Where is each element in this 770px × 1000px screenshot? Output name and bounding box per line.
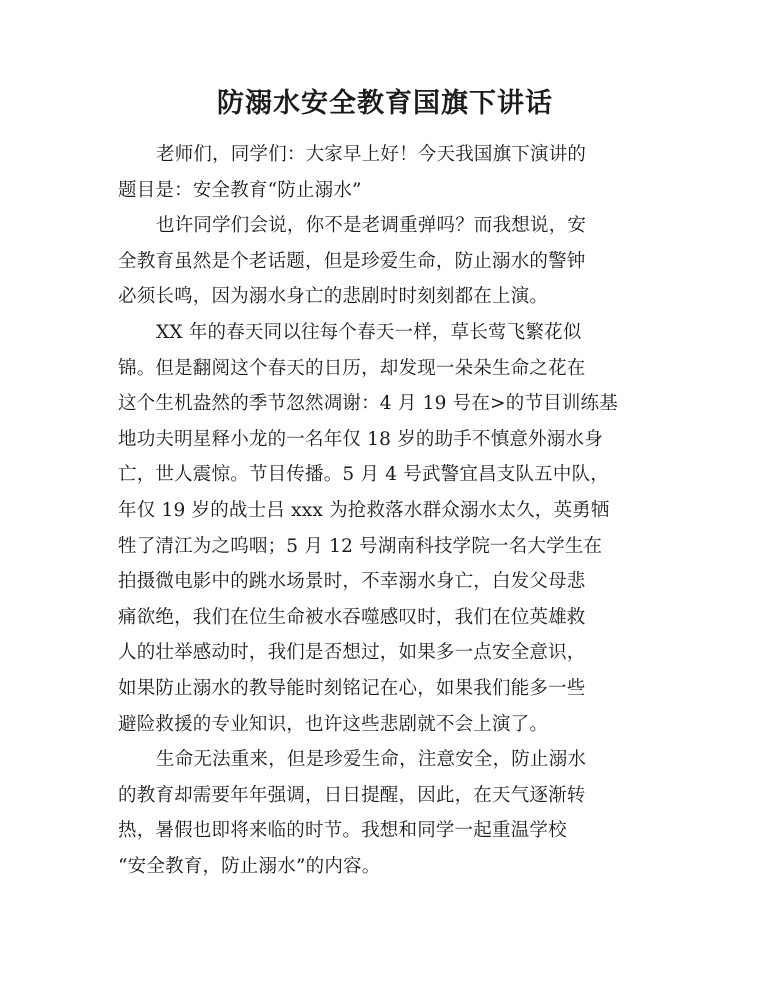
body-line: 地功夫明星释小龙的一名年仅 18 岁的助手不慎意外溺水身 xyxy=(118,428,603,450)
body-line: 必须长鸣，因为溺水身亡的悲剧时时刻刻都在上演。 xyxy=(118,286,549,308)
body-line: 痛欲绝，我们在位生命被水吞噬感叹时，我们在位英雄救 xyxy=(118,606,586,628)
body-line: “安全教育，防止溺水”的内容。 xyxy=(118,855,381,877)
body-line: 这个生机盎然的季节忽然凋谢：4 月 19 号在>的节目训练基 xyxy=(118,393,618,415)
body-line: 全教育虽然是个老话题，但是珍爱生命，防止溺水的警钟 xyxy=(118,250,586,272)
body-line: 亡，世人震惊。节目传播。5 月 4 号武警宜昌支队五中队， xyxy=(118,464,609,486)
document-body xyxy=(118,137,648,884)
body-line: 拍摄微电影中的跳水场景时，不幸溺水身亡，白发父母悲 xyxy=(118,571,586,593)
body-line: 锦。但是翻阅这个春天的日历，却发现一朵朵生命之花在 xyxy=(118,357,586,379)
body-line: 避险救援的专业知识，也许这些悲剧就不会上演了。 xyxy=(118,713,549,735)
body-line: 题目是：安全教育“防止溺水” xyxy=(118,179,362,201)
body-line: 人的壮举感动时，我们是否想过，如果多一点安全意识， xyxy=(118,642,586,664)
body-line: 的教育却需要年年强调，日日提醒，因此，在天气逐渐转 xyxy=(118,784,586,806)
body-line: 年仅 19 岁的战士吕 xxx 为抢救落水群众溺水太久，英勇牺 xyxy=(118,499,610,521)
document-title: 防溺水安全教育国旗下讲话 xyxy=(217,88,553,119)
body-line: XX 年的春天同以往每个春天一样，草长莺飞繁花似 xyxy=(156,321,582,343)
body-line: 老师们，同学们：大家早上好！今天我国旗下演讲的 xyxy=(156,144,587,165)
body-line: 牲了清江为之呜咽；5 月 12 号湖南科技学院一名大学生在 xyxy=(118,535,603,557)
body-line: 生命无法重来，但是珍爱生命，注意安全，防止溺水 xyxy=(156,749,587,771)
body-line: 也许同学们会说，你不是老调重弹吗？而我想说，安 xyxy=(156,215,587,237)
body-line: 如果防止溺水的教导能时刻铭记在心，如果我们能多一些 xyxy=(118,677,586,699)
body-line: 热，暑假也即将来临的时节。我想和同学一起重温学校 xyxy=(118,820,567,842)
